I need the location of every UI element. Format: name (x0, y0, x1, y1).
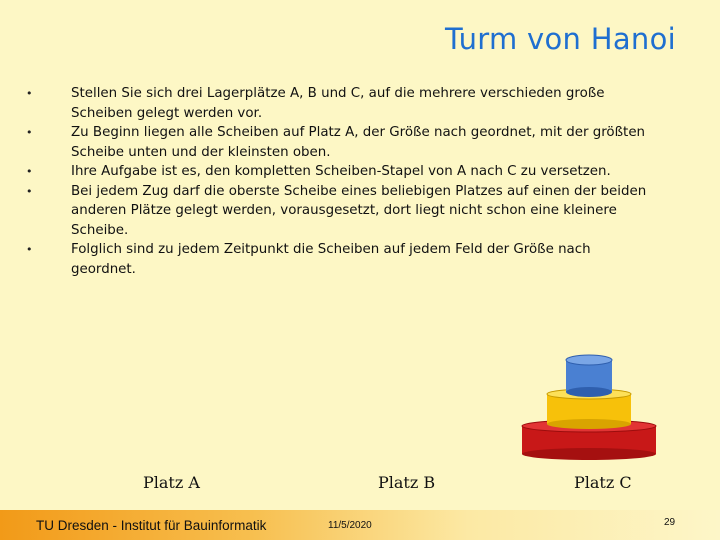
label-platz-a: Platz A (143, 473, 200, 492)
label-platz-c: Platz C (574, 473, 632, 492)
bullet-item: • Zu Beginn liegen alle Scheiben auf Platz A, der Größe nach geordnet, mit der größten Scheibe unten und der kleinsten oben. (26, 123, 656, 162)
footer-date: 11/5/2020 (328, 520, 372, 531)
footer-institute: TU Dresden - Institut für Bauinformatik (36, 518, 267, 533)
blue-disk (566, 355, 612, 397)
bullet-item: • Bei jedem Zug darf die oberste Scheibe eines beliebigen Platzes auf einen der beiden anderen Plätze gelegt werden, vorausgesetzt, dort liegt nicht schon eine kleinere Scheibe. (26, 182, 656, 241)
bullet-item: • Folglich sind zu jedem Zeitpunkt die Scheiben auf jedem Feld der Größe nach geordnet. (26, 240, 656, 279)
disk-stack (520, 352, 660, 462)
bullet-item: • Stellen Sie sich drei Lagerplätze A, B und C, auf die mehrere verschieden große Scheiben gelegt werden vor. (26, 84, 656, 123)
page-number: 29 (664, 517, 676, 528)
label-platz-b: Platz B (378, 473, 436, 492)
bullet-list (26, 84, 656, 279)
bullet-item: • Ihre Aufgabe ist es, den kompletten Scheiben-Stapel von A nach C zu versetzen. (26, 162, 656, 182)
slide-title: Turm von Hanoi (444, 22, 676, 56)
